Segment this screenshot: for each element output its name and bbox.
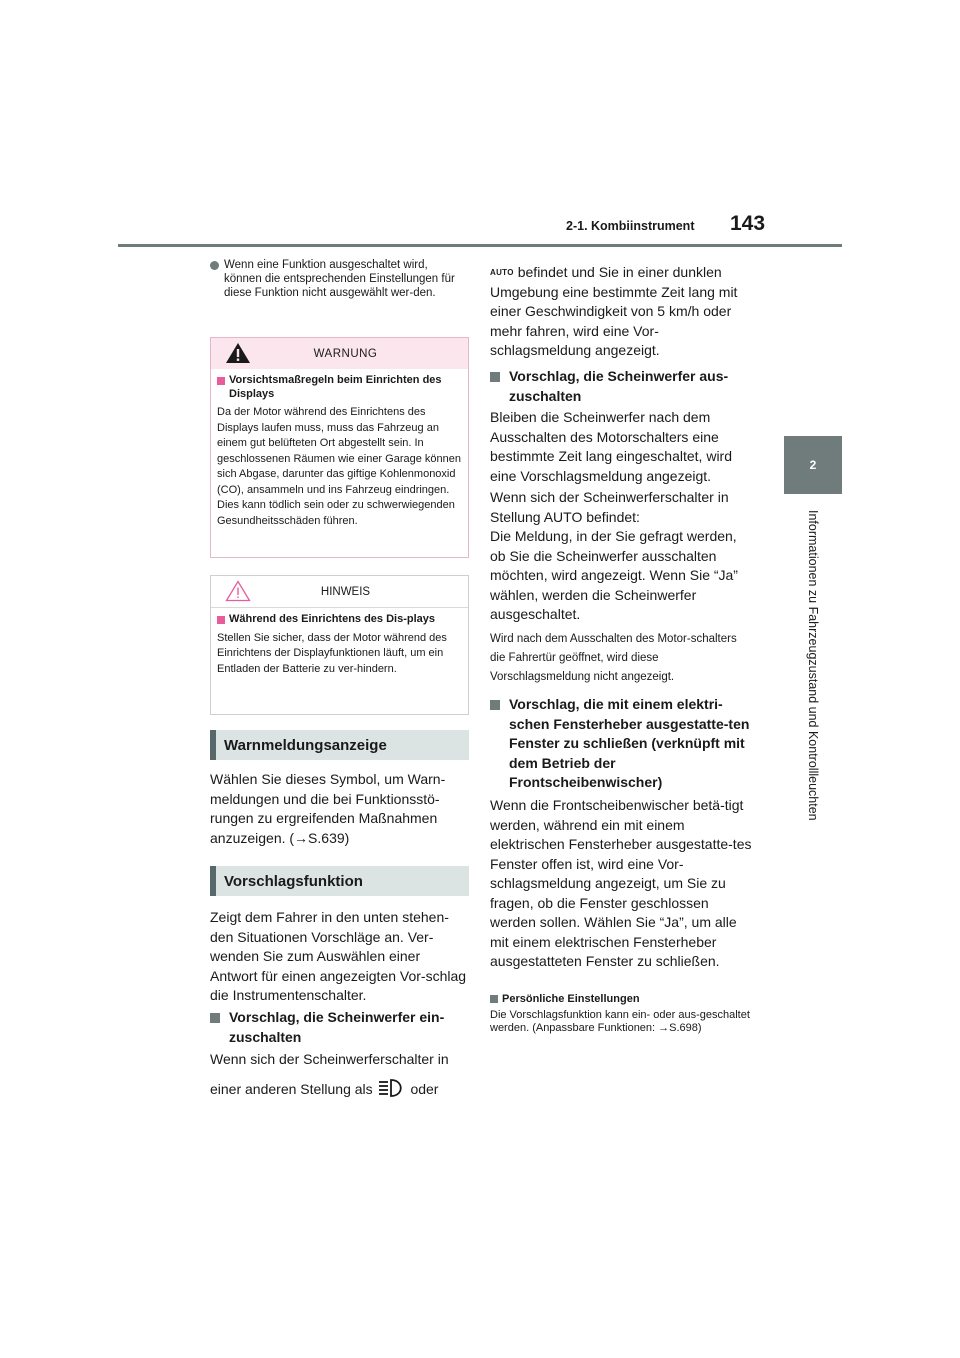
bullet-dot-icon: [210, 261, 219, 270]
hint-header: [211, 576, 468, 608]
warn-section-body: Wählen Sie dieses Symbol, um Warn-meldungen und die bei Funktionsstö-rungen zu ergreifenden Maßnahmen anzuzeigen. (→S.639): [210, 771, 446, 846]
sub1-body-start: [210, 1050, 469, 1099]
section-title: 2-1. Kombiinstrument: [566, 219, 695, 233]
sub1-body-line2: [210, 1078, 469, 1100]
warning-title-text: Vorsichtsmaßregeln beim Einrichten des Displays: [229, 374, 442, 400]
sub3-heading: [490, 695, 752, 793]
personal-settings-body: Die Vorschlagsfunktion kann ein- oder aus-geschaltet werden. (Anpassbare Funktionen: →S.698): [490, 1009, 750, 1034]
bullet-note: [210, 258, 468, 300]
warning-header: [211, 338, 468, 369]
header-rule: [118, 244, 842, 247]
sub2-heading: [490, 367, 752, 406]
sub2-body-block: [490, 488, 752, 625]
sub2-note: Wird nach dem Ausschalten des Motor-schalters die Fahrertür geöffnet, wird diese Vorschlagsmeldung nicht angezeigt.: [490, 633, 737, 683]
sub1-body-line1: Wenn sich der Scheinwerferschalter in: [210, 1051, 449, 1067]
sub1-body-cont-text: befindet und Sie in einer dunklen Umgebung eine bestimmte Zeit lang mit einer Geschwindigkeit von 5 km/h oder mehr fahren, wird eine Vor-schlagsmeldung angezeigt.: [490, 264, 738, 358]
warning-box: [210, 337, 469, 558]
sub2-heading-text: Vorschlag, die Scheinwerfer aus-zuschalten: [509, 368, 729, 404]
sub1-heading: [210, 1008, 469, 1047]
headlight-icon: [377, 1078, 407, 1098]
chapter-tab: 2: [784, 436, 842, 494]
warn-section-heading: Warnmeldungsanzeige: [210, 730, 469, 760]
auto-icon: AUTO: [490, 268, 514, 277]
sub1-body-line2-a: einer anderen Stellung als: [210, 1080, 373, 1097]
warning-title: [211, 369, 468, 401]
warning-triangle-icon: [225, 342, 251, 364]
personal-settings-title: Persönliche Einstellungen: [502, 993, 640, 1005]
sub2-body3: Die Meldung, in der Sie gefragt werden, ob Sie die Scheinwerfer ausschalten möchten, wird angezeigt. Wenn Sie “Ja” wählen, werden die Scheinwerfer ausgeschaltet.: [490, 528, 738, 622]
personal-settings-heading: [490, 992, 752, 1006]
chapter-side-title: [784, 510, 842, 850]
caution-triangle-icon: [225, 580, 251, 602]
chapter-side-title-text: Informationen zu Fahrzeugzustand und Kontrollleuchten: [806, 510, 820, 821]
sub3-heading-text: Vorschlag, die mit einem elektri-schen Fensterheber ausgestatte-ten Fenster zu schließen (verknüpft mit dem Betrieb der Frontscheibenwischer): [509, 696, 750, 790]
gray-square-icon: [490, 372, 500, 382]
suggest-section-body: Zeigt dem Fahrer in den unten stehen-den Situationen Vorschläge an. Ver-wenden Sie zum Auswählen einer Antwort für einen angezeigten Vor-schlag die Instrumentenschalter.: [210, 909, 467, 1003]
sub2-body1: Bleiben die Scheinwerfer nach dem Ausschalten des Motorschalters eine bestimmte Zeit lang eingeschaltet, wird eine Vorschlagsmeldung angezeigt.: [490, 409, 732, 484]
sub2-body2: Wenn sich der Scheinwerferschalter in Stellung AUTO befindet:: [490, 489, 729, 525]
sub3-body: Wenn die Frontscheibenwischer betä-tigt werden, während ein mit einem elektrischen Fensterheber ausgestatte-tes Fenster offen ist, wird eine Vor-schlagsmeldung angezeigt, um Sie zu fragen, ob die Fenster geschlossen werden sollen. Wählen Sie “Ja”, um alle mit einem elektrischen Fensterheber ausgestatteten Fenster zu schließen.: [490, 797, 752, 969]
hint-title-text: Während des Einrichtens des Dis-plays: [229, 613, 436, 625]
suggest-section-heading: Vorschlagsfunktion: [210, 866, 469, 896]
hint-body: Stellen Sie sicher, dass der Motor während des Einrichtens der Displayfunktionen läuft, um ein Entladen der Batterie zu ver-hindern.: [217, 631, 447, 675]
gray-square-icon: [490, 700, 500, 710]
warning-label: WARNUNG: [313, 347, 378, 360]
page-number: 143: [730, 212, 766, 235]
sub1-body-continued: [490, 263, 752, 361]
hint-label: HINWEIS: [320, 585, 371, 598]
hint-title: [211, 608, 468, 627]
bullet-note-text: Wenn eine Funktion ausgeschaltet wird, können die entsprechenden Einstellungen für diese Funktion nicht ausgewählt wer-den.: [224, 259, 455, 299]
gray-square-icon: [490, 995, 498, 1003]
warning-body: Da der Motor während des Einrichtens des Displays laufen muss, muss das Fahrzeug an einem gut belüfteten Ort abgestellt sein. In geschlossenen Räumen wie einer Garage können sich Abgase, darunter das giftige Kohlenmonoxid (CO), ansammeln und ins Fahrzeug eindringen. Dies kann tödlich sein oder zu schwerwiegenden Gesundheitsschäden führen.: [217, 406, 461, 527]
pink-square-icon: [217, 377, 225, 385]
sub1-body-line2-b: oder: [410, 1080, 439, 1097]
sub1-heading-text: Vorschlag, die Scheinwerfer ein-zuschalten: [229, 1009, 445, 1045]
personal-settings: [490, 992, 752, 1035]
pink-square-icon: [217, 616, 225, 624]
gray-square-icon: [210, 1013, 220, 1023]
hint-box: [210, 575, 469, 715]
